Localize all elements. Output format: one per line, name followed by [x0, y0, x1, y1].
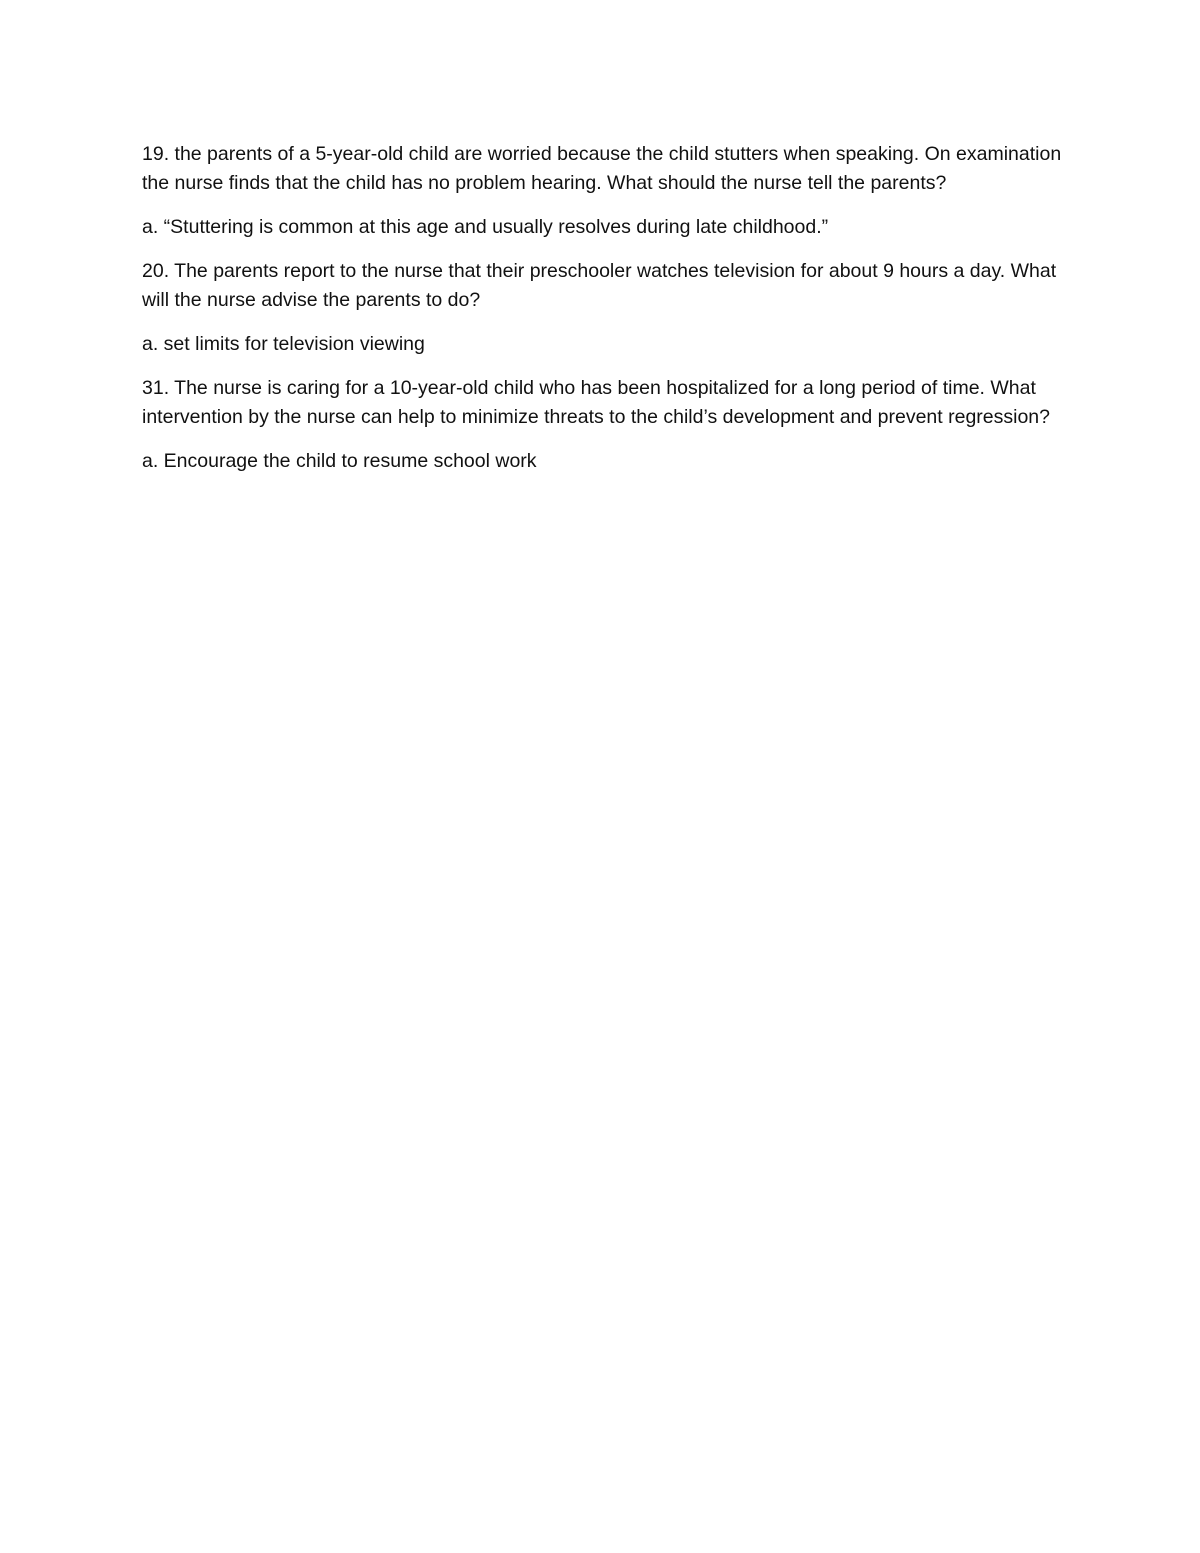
question-20: 20. The parents report to the nurse that their preschooler watches television for about 9 hours a day. What will the nurse advise the parents to do? [142, 260, 1057, 311]
question-31: 31. The nurse is caring for a 10-year-old child who has been hospitalized for a long period of time. What intervention by the nurse can help to minimize threats to the child’s development and prevent regression? [142, 377, 1050, 428]
document-body [142, 140, 1062, 491]
answer-19: a. “Stuttering is common at this age and usually resolves during late childhood.” [142, 216, 829, 238]
question-19: 19. the parents of a 5-year-old child are worried because the child stutters when speaking. On examination the nurse finds that the child has no problem hearing. What should the nurse tell the parents? [142, 143, 1062, 194]
answer-20: a. set limits for television viewing [142, 333, 425, 355]
answer-31: a. Encourage the child to resume school work [142, 450, 537, 472]
